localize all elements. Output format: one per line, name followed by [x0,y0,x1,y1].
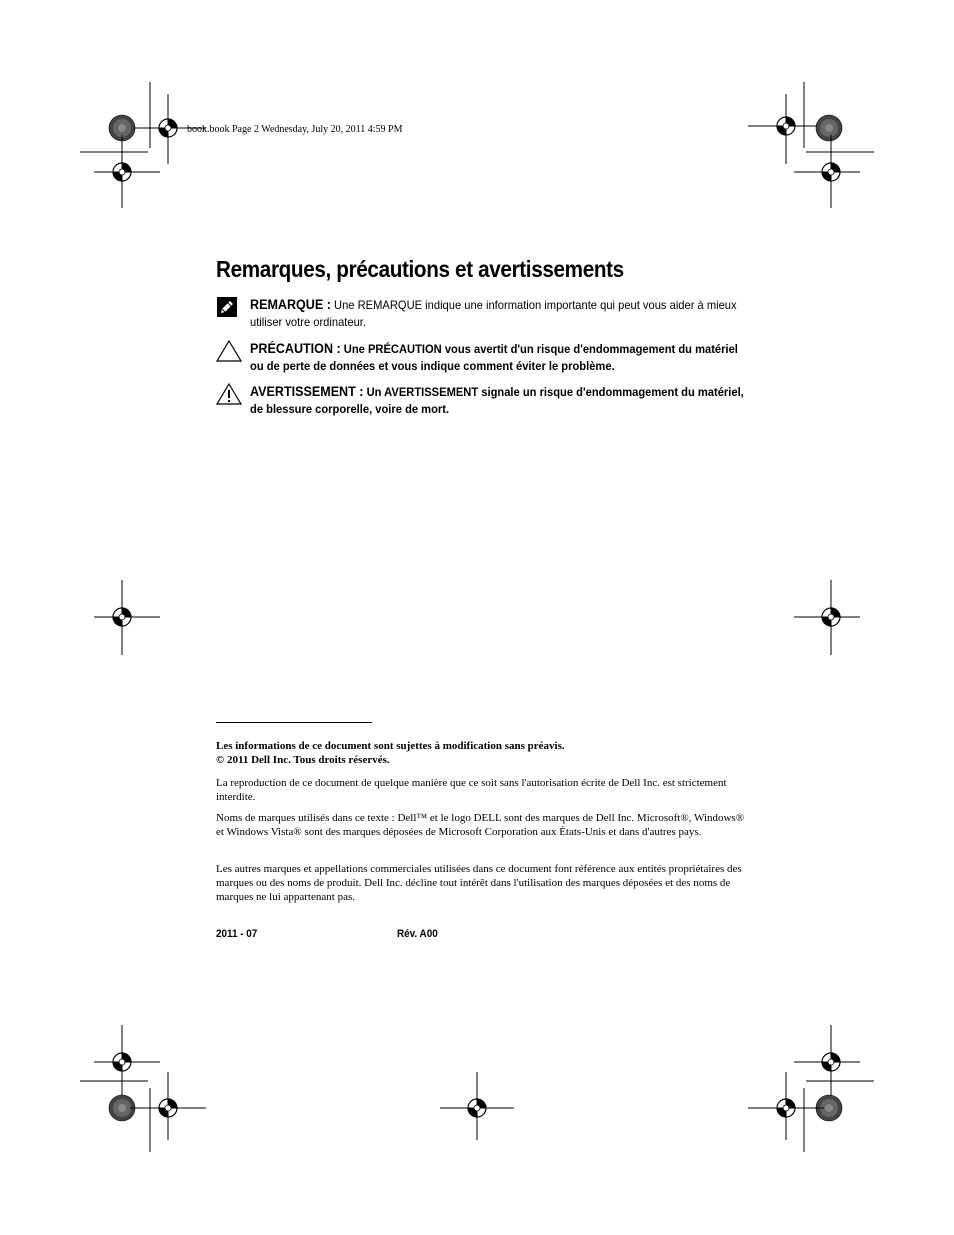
caution-triangle-icon [216,340,242,362]
registration-mark-icon [822,608,840,626]
warning-triangle-icon [216,383,242,405]
change-notice [216,739,746,767]
reproduction-paragraph: La reproduction de ce document de quelque manière que ce soit sans l'autorisation écrite de Dell Inc. est strictement interdite. [216,777,727,803]
registration-mark-icon [159,119,177,137]
note-text: Une REMARQUE indique une information importante qui peut vous aider à mieux utiliser votre ordinateur. [250,298,737,329]
other-marks-paragraph: Les autres marques et appellations commerciales utilisées dans ce document font référence aux entités propriétaires des marques ou des noms de produit. Dell Inc. décline tout intérêt dans l'utilisation des marques déposées et des noms de marques ne lui appartenant pas. [216,863,742,903]
caution-label: PRÉCAUTION : [250,341,341,356]
registration-mark-icon [468,1099,486,1117]
warning-label: AVERTISSEMENT : [250,384,364,399]
registration-mark-icon [113,1053,131,1071]
trademarks-paragraph: Noms de marques utilisés dans ce texte : Dell™ et le logo DELL sont des marques de Dell Inc. Microsoft®, Windows® et Windows Vista® sont des marques déposées de Microsoft Corporation aux États-Unis et dans d'autres pays. [216,812,745,838]
change-notice-line: Les informations de ce document sont sujettes à modification sans préavis. [216,740,565,752]
registration-mark-icon [777,1099,795,1117]
note-label: REMARQUE : [250,297,331,312]
registration-mark-icon [822,1053,840,1071]
pencil-note-icon [216,296,238,318]
registration-mark-icon [822,163,840,181]
page-title: Remarques, précautions et avertissements [216,256,624,282]
registration-mark-icon [159,1099,177,1117]
caution-text: Une PRÉCAUTION vous avertit d'un risque d'endommagement du matériel ou de perte de données et vous indique comment éviter le problème. [250,342,738,373]
registration-mark-icon [777,117,795,135]
caution-block [216,340,756,375]
running-head: book.book Page 2 Wednesday, July 20, 2011 4:59 PM [187,124,403,135]
footer-revision: Rév. A00 [397,928,438,940]
warning-text: Un AVERTISSEMENT signale un risque d'endommagement du matériel, de blessure corporelle, voire de mort. [250,385,744,416]
registration-mark-icon [113,163,131,181]
registration-mark-icon [113,608,131,626]
separator-rule [216,722,372,723]
copyright-line: © 2011 Dell Inc. Tous droits réservés. [216,754,390,766]
warning-block [216,383,756,418]
footer-date: 2011 - 07 [216,928,258,940]
star-target-icon [816,115,842,141]
note-block [216,296,756,331]
